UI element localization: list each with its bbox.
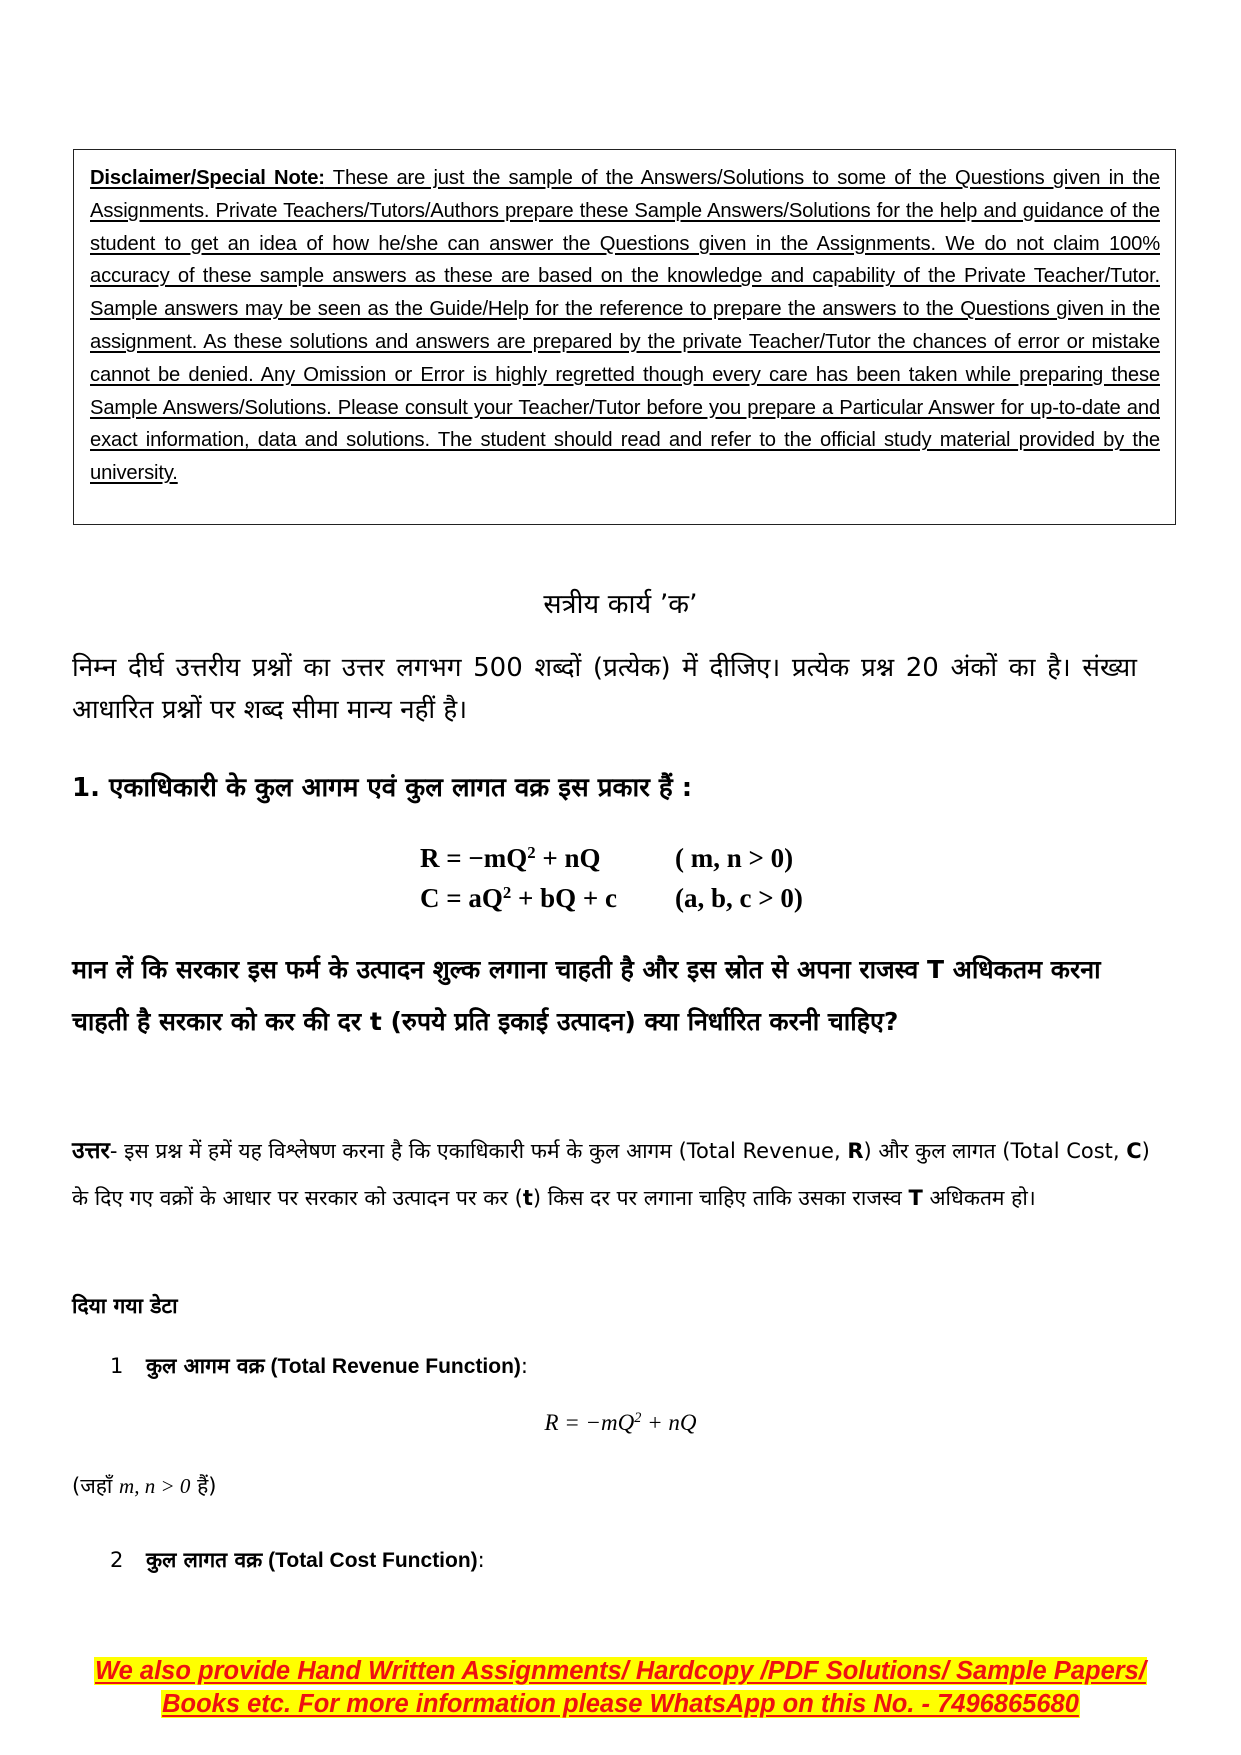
answer-symbol-t: t — [522, 1186, 533, 1210]
where-close: हैं) — [190, 1474, 217, 1498]
given-item-cost — [110, 1546, 485, 1574]
given-item-revenue — [110, 1352, 528, 1380]
item-colon: : — [520, 1354, 528, 1378]
equation-revenue-lhs — [420, 838, 675, 878]
where-condition — [72, 1472, 216, 1500]
item-english-label: (Total Revenue Function) — [264, 1355, 521, 1378]
equation-cost-lhs — [420, 878, 675, 918]
answer-text-5: अधिकतम हो। — [922, 1186, 1036, 1210]
item-english-label: (Total Cost Function) — [262, 1549, 478, 1572]
equation-cost — [420, 878, 803, 918]
formula-r-main: R = −mQ — [544, 1410, 635, 1435]
disclaimer-box — [73, 149, 1176, 525]
eq-r-tail: + nQ — [535, 843, 601, 873]
disclaimer-text — [90, 162, 1160, 490]
formula-revenue — [0, 1410, 1241, 1436]
answer-symbol-r: R — [847, 1139, 864, 1163]
question-1-title: 1. एकाधिकारी के कुल आगम एवं कुल लागत वक्र इस प्रकार हैं : — [72, 773, 693, 803]
answer-paragraph — [72, 1128, 1162, 1222]
footer-line-1: We also provide Hand Written Assignments/ Hardcopy /PDF Solutions/ Sample Papers/ — [95, 1657, 1146, 1685]
answer-text-2: ) और कुल लागत (Total Cost, — [863, 1139, 1127, 1163]
eq-r-main: R = −mQ — [420, 843, 528, 873]
answer-symbol-c: C — [1126, 1139, 1142, 1163]
answer-text-1: - इस प्रश्न में हमें यह विश्लेषण करना है कि एकाधिकारी फर्म के कुल आगम (Total Revenue, — [109, 1139, 848, 1163]
disclaimer-body: These are just the sample of the Answers/Solutions to some of the Questions given in the Assignments. Private Teachers/Tutors/Authors prepare these Sample Answers/Solutions for the help and guidance of the student to get an idea of how he/she can answer the Questions given in the Assignments. We do not claim 100% accuracy of these sample answers as these are based on the knowledge and capability of the Private Teacher/Tutor. Sample answers may be seen as the Guide/Help for the reference to prepare the answers to the Questions given in the assignment. As these solutions and answers are prepared by the private Teacher/Tutor the chances of error or mistake cannot be denied. Any Omission or Error is highly regretted though every care has been taken while preparing these Sample Answers/Solutions. Please consult your Teacher/Tutor before you prepare a Particular Answer for up-to-date and exact information, data and solutions. The student should read and refer to the official study material provided by the university. — [90, 167, 1160, 485]
eq-c-tail: + bQ + c — [511, 883, 618, 913]
eq-c-main: C = aQ — [420, 883, 503, 913]
disclaimer-lead: Disclaimer/Special Note: — [90, 167, 325, 189]
formula-r-tail: + nQ — [641, 1410, 697, 1435]
given-data-heading: दिया गया डेटा — [72, 1294, 178, 1318]
eq-c-exponent: 2 — [502, 882, 512, 902]
footer-promo — [0, 1655, 1241, 1721]
eq-r-exponent: 2 — [527, 842, 536, 862]
formula-r-exponent: 2 — [634, 1410, 642, 1427]
answer-label: उत्तर — [72, 1138, 110, 1164]
where-math: m, n > 0 — [119, 1474, 191, 1498]
answer-text-4: ) किस दर पर लगाना चाहिए ताकि उसका राजस्व — [532, 1186, 909, 1210]
where-open: (जहाँ — [72, 1474, 120, 1498]
equation-revenue-condition: ( m, n > 0) — [675, 843, 794, 873]
section-heading: सत्रीय कार्य ’क’ — [543, 589, 698, 620]
footer-line-2: Books etc. For more information please WhatsApp on this No. - 7496865680 — [162, 1690, 1079, 1718]
equation-cost-condition: (a, b, c > 0) — [675, 883, 803, 913]
item-colon: : — [477, 1548, 485, 1572]
item-hindi-label: कुल आगम वक्र — [146, 1354, 265, 1378]
list-number: 2 — [110, 1548, 124, 1572]
list-number: 1 — [110, 1354, 124, 1378]
equation-revenue — [420, 838, 803, 878]
equation-block — [420, 838, 803, 918]
answer-text-3: ) के दिए गए वक्रों के आधार पर सरकार को उत्पादन पर कर ( — [72, 1139, 1150, 1210]
answer-symbol-T: T — [908, 1186, 923, 1210]
item-hindi-label: कुल लागत वक्र — [146, 1548, 263, 1572]
instructions: निम्न दीर्घ उत्तरीय प्रश्नों का उत्तर लगभग 500 शब्दों (प्रत्येक) में दीजिए। प्रत्येक प्रश्न 20 अंकों का है। संख्या आधारित प्रश्नों पर शब्द सीमा मान्य नहीं है। — [72, 653, 1137, 725]
question-1-text: मान लें कि सरकार इस फर्म के उत्पादन शुल्क लगाना चाहती है और इस स्रोत से अपना राजस्व T अधिकतम करना चाहती है सरकार को कर की दर t (रुपये प्रति इकाई उत्पादन) क्या निर्धारित करनी चाहिए? — [72, 955, 1101, 1036]
